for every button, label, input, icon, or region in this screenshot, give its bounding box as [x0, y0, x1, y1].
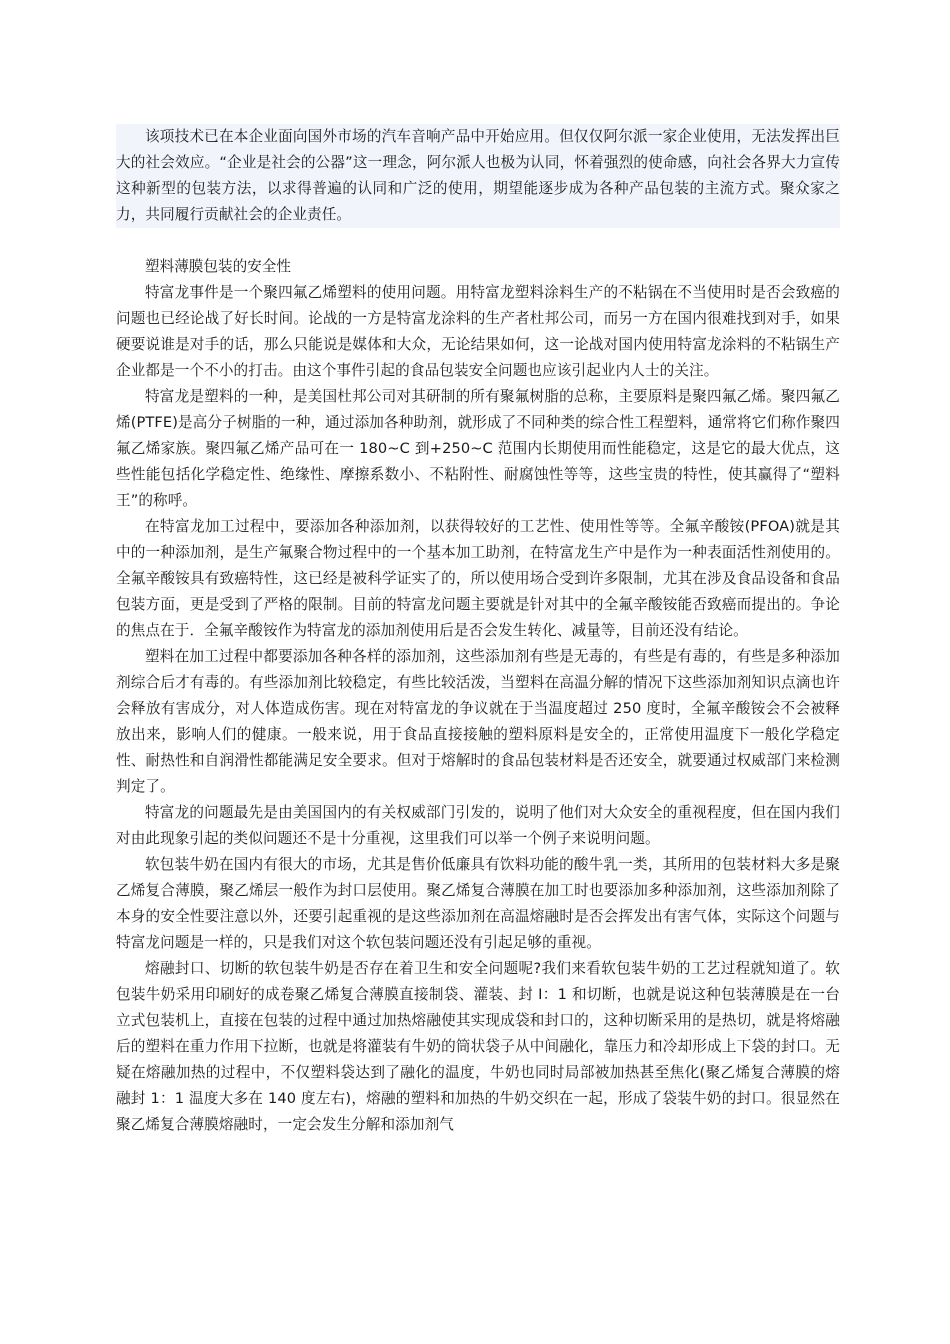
body-paragraph-5: 特富龙的问题最先是由美国国内的有关权威部门引发的，说明了他们对大众安全的重视程度，但在国内我们对由此现象引起的类似问题还不是十分重视，这里我们可以举一个例子来说明问题。 [116, 804, 840, 847]
body-paragraph-3: 在特富龙加工过程中，要添加各种添加剂，以获得较好的工艺性、使用性等等。全氟辛酸铵(PFOA)就是其中的一种添加剂，是生产氟聚合物过程中的一个基本加工助剂，在特富龙生产中是作为一种表面活性剂使用的。全氟辛酸铵具有致癌特性，这已经是被科学证实了的，所以使用场合受到许多限制，尤其在涉及食品设备和食品包装方面，更是受到了严格的限制。目前的特富龙问题主要就是针对其中的全氟辛酸铵能否致癌而提出的。争论的焦点在于．全氟辛酸铵作为特富龙的添加剂使用后是否会发生转化、减量等，目前还没有结论。 [116, 518, 840, 639]
body-paragraph-6: 软包装牛奶在国内有很大的市场，尤其是售价低廉具有饮料功能的酸牛乳一类，其所用的包装材料大多是聚乙烯复合薄膜，聚乙烯层一般作为封口层使用。聚乙烯复合薄膜在加工时也要添加多种添加剂，这些添加剂除了本身的安全性要注意以外，还要引起重视的是这些添加剂在高温熔融时是否会挥发出有害气体，实际这个问题与特富龙问题是一样的，只是我们对这个软包装问题还没有引起足够的重视。 [116, 856, 840, 951]
body-paragraph-2: 特富龙是塑料的一种，是美国杜邦公司对其研制的所有聚氟树脂的总称，主要原料是聚四氟乙烯。聚四氟乙烯(PTFE)是高分子树脂的一种，通过添加各种助剂，就形成了不同种类的综合性工程塑料，通常将它们称作聚四氟乙烯家族。聚四氟乙烯产品可在一 180~C 到+250~C 范围内长期使用而性能稳定，这是它的最大优点，这些性能包括化学稳定性、绝缘性、摩擦系数小、不粘附性、耐腐蚀性等等，这些宝贵的特性，使其赢得了“塑料王”的称呼。 [116, 388, 840, 509]
section-heading: 塑料薄膜包装的安全性 [145, 258, 291, 275]
body-paragraph-4: 塑料在加工过程中都要添加各种各样的添加剂，这些添加剂有些是无毒的，有些是有毒的，有些是多种添加剂综合后才有毒的。有些添加剂比较稳定，有些比较活泼，当塑料在高温分解的情况下这些添加剂知识点滴也许会释放有害成分，对人体造成伤害。现在对特富龙的争议就在于当温度超过 250 度时，全氟辛酸铵会不会被释放出来，影响人们的健康。一般来说，用于食品直接接触的塑料原料是安全的，正常使用温度下一般化学稳定性、耐热性和自润滑性都能满足安全要求。但对于熔解时的食品包装材料是否还安全，就要通过权威部门来检测判定了。 [116, 648, 840, 795]
body-paragraph-1: 特富龙事件是一个聚四氟乙烯塑料的使用问题。用特富龙塑料涂料生产的不粘锅在不当使用时是否会致癌的问题也已经论战了好长时间。论战的一方是特富龙涂料的生产者杜邦公司，而另一方在国内很难找到对手，如果硬要说谁是对手的话，那么只能说是媒体和大众，无论结果如何，这一论战对国内使用特富龙涂料的不粘锅生产企业都是一个不小的打击。由这个事件引起的食品包装安全问题也应该引起业内人士的关注。 [116, 284, 840, 379]
document-page [116, 124, 840, 1138]
intro-paragraph: 该项技术已在本企业面向国外市场的汽车音响产品中开始应用。但仅仅阿尔派一家企业使用，无法发挥出巨大的社会效应。“企业是社会的公器”这一理念，阿尔派人也极为认同，怀着强烈的使命感，向社会各界大力宣传这种新型的包装方法，以求得普遍的认同和广泛的使用，期望能逐步成为各种产品包装的主流方式。聚众家之力，共同履行贡献社会的企业责任。 [116, 124, 840, 228]
body-paragraph-7: 熔融封口、切断的软包装牛奶是否存在着卫生和安全问题呢?我们来看软包装牛奶的工艺过程就知道了。软包装牛奶采用印刷好的成卷聚乙烯复合薄膜直接制袋、灌装、封 I：1 和切断，也就是说这种包装薄膜是在一台立式包装机上，直接在包装的过程中通过加热熔融使其实现成袋和封口的，这种切断采用的是热切，就是将熔融后的塑料在重力作用下拉断，也就是将灌装有牛奶的筒状袋子从中间融化，靠压力和冷却形成上下袋的封口。无疑在熔融加热的过程中，不仅塑料袋达到了融化的温度，牛奶也同时局部被加热甚至焦化(聚乙烯复合薄膜的熔融封 1：1 温度大多在 140 度左右)，熔融的塑料和加热的牛奶交织在一起，形成了袋装牛奶的封口。很显然在聚乙烯复合薄膜熔融时，一定会发生分解和添加剂气 [116, 960, 840, 1133]
paragraph-gap [116, 228, 840, 254]
